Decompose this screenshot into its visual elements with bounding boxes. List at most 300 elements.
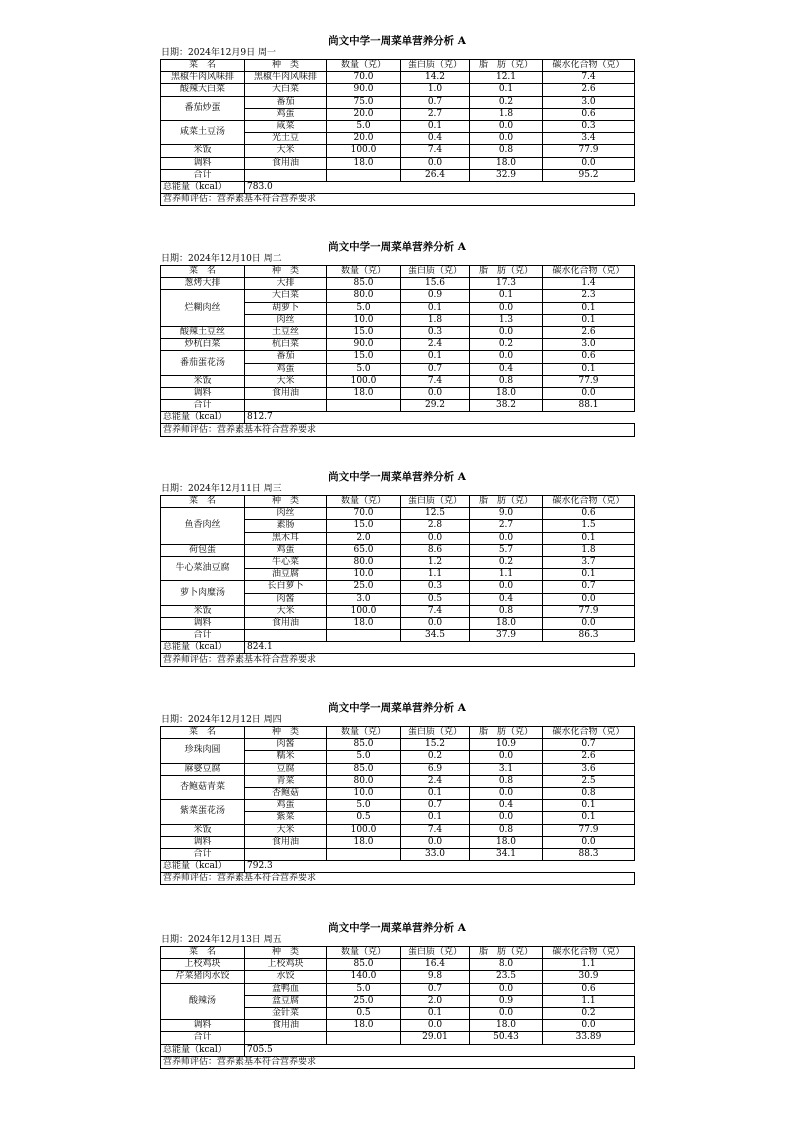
carb-cell: 1.5	[543, 520, 635, 532]
total-value: 34.5	[401, 630, 470, 642]
fat-cell: 0.2	[470, 96, 543, 108]
protein-cell: 0.1	[401, 302, 470, 314]
table-row	[161, 145, 635, 157]
carb-cell: 0.0	[543, 836, 635, 848]
quantity-cell: 10.0	[327, 569, 401, 581]
carb-cell: 3.6	[543, 763, 635, 775]
fat-cell: 0.8	[470, 375, 543, 387]
protein-cell: 0.0	[401, 532, 470, 544]
fat-cell: 0.0	[470, 302, 543, 314]
table-row	[161, 800, 635, 812]
energy-label: 总能量（kcal）	[161, 861, 245, 873]
quantity-cell: 10.0	[327, 314, 401, 326]
carb-cell: 77.9	[543, 605, 635, 617]
dish-name: 麻婆豆腐	[161, 763, 245, 775]
carb-cell: 0.6	[543, 983, 635, 995]
ingredient-name: 土豆丝	[245, 326, 327, 338]
table-row	[161, 351, 635, 363]
fat-cell: 18.0	[470, 1020, 543, 1032]
ingredient-name: 水饺	[245, 971, 327, 983]
fat-cell: 0.8	[470, 775, 543, 787]
carb-cell: 1.1	[543, 959, 635, 971]
empty-cell	[245, 400, 327, 412]
fat-cell: 0.0	[470, 812, 543, 824]
quantity-cell: 18.0	[327, 1020, 401, 1032]
fat-cell: 12.1	[470, 72, 543, 84]
total-row	[161, 630, 635, 642]
fat-cell: 18.0	[470, 157, 543, 169]
ingredient-name: 肉丝	[245, 314, 327, 326]
dish-name: 芹菜猪肉水饺	[161, 971, 245, 983]
column-header: 数量（克）	[327, 496, 401, 508]
carb-cell: 3.7	[543, 556, 635, 568]
dish-name: 调料	[161, 1020, 245, 1032]
nutritionist-evaluation: 营养师评估：营养素基本符合营养要求	[161, 194, 635, 206]
column-header: 蛋白质（克）	[401, 60, 470, 72]
fat-cell: 0.0	[470, 326, 543, 338]
ingredient-name: 鸡蛋	[245, 544, 327, 556]
quantity-cell: 5.0	[327, 363, 401, 375]
column-header: 碳水化合物（克）	[543, 496, 635, 508]
carb-cell: 77.9	[543, 145, 635, 157]
fat-cell: 0.0	[470, 351, 543, 363]
ingredient-name: 杏鲍菇	[245, 787, 327, 799]
fat-cell: 0.0	[470, 1007, 543, 1019]
column-header: 种 类	[245, 496, 327, 508]
quantity-cell: 80.0	[327, 290, 401, 302]
ingredient-name: 食用油	[245, 1020, 327, 1032]
dish-name: 调料	[161, 387, 245, 399]
day-section	[160, 34, 634, 206]
fat-cell: 0.1	[470, 290, 543, 302]
carb-cell: 1.1	[543, 995, 635, 1007]
protein-cell: 0.2	[401, 751, 470, 763]
carb-cell: 0.0	[543, 617, 635, 629]
nutritionist-evaluation: 营养师评估：营养素基本符合营养要求	[161, 654, 635, 666]
carb-cell: 3.0	[543, 96, 635, 108]
carb-cell: 0.7	[543, 581, 635, 593]
table-row	[161, 556, 635, 568]
ingredient-name: 大米	[245, 145, 327, 157]
carb-cell: 0.1	[543, 569, 635, 581]
quantity-cell: 2.0	[327, 532, 401, 544]
total-value: 33.0	[401, 848, 470, 860]
ingredient-name: 油豆腐	[245, 569, 327, 581]
protein-cell: 1.1	[401, 569, 470, 581]
protein-cell: 0.3	[401, 581, 470, 593]
menu-date: 日期：2024年12月10日 周二	[161, 254, 282, 264]
carb-cell: 2.6	[543, 84, 635, 96]
protein-cell: 0.0	[401, 387, 470, 399]
table-row	[161, 1020, 635, 1032]
ingredient-name: 番茄	[245, 351, 327, 363]
carb-cell: 0.1	[543, 302, 635, 314]
quantity-cell: 0.5	[327, 812, 401, 824]
quantity-cell: 5.0	[327, 120, 401, 132]
menu-title: 尚文中学一周菜单营养分析 A	[328, 922, 466, 934]
total-value: 95.2	[543, 169, 635, 181]
table-row	[161, 739, 635, 751]
protein-cell: 0.7	[401, 96, 470, 108]
ingredient-name: 咸菜	[245, 120, 327, 132]
dish-name: 烂糊肉丝	[161, 290, 245, 327]
total-label: 合计	[161, 848, 245, 860]
carb-cell: 0.6	[543, 508, 635, 520]
evaluation-row	[161, 194, 635, 206]
quantity-cell: 70.0	[327, 508, 401, 520]
energy-value: 705.5	[245, 1044, 635, 1056]
energy-value: 812.7	[245, 412, 635, 424]
quantity-cell: 100.0	[327, 375, 401, 387]
protein-cell: 2.7	[401, 108, 470, 120]
total-value: 32.9	[470, 169, 543, 181]
column-header: 菜 名	[161, 496, 245, 508]
ingredient-name: 肉丝	[245, 508, 327, 520]
protein-cell: 14.2	[401, 72, 470, 84]
protein-cell: 1.2	[401, 556, 470, 568]
protein-cell: 7.4	[401, 824, 470, 836]
total-value: 33.89	[543, 1032, 635, 1044]
table-row	[161, 96, 635, 108]
carb-cell: 0.1	[543, 800, 635, 812]
total-row	[161, 848, 635, 860]
dish-name: 调料	[161, 617, 245, 629]
column-header: 种 类	[245, 947, 327, 959]
ingredient-name: 素肠	[245, 520, 327, 532]
total-value: 29.2	[401, 400, 470, 412]
table-row	[161, 983, 635, 995]
ingredient-name: 大米	[245, 605, 327, 617]
carb-cell: 0.1	[543, 812, 635, 824]
protein-cell: 15.2	[401, 739, 470, 751]
dish-name: 酸辣土豆丝	[161, 326, 245, 338]
ingredient-name: 牛心菜	[245, 556, 327, 568]
ingredient-name: 肉酱	[245, 593, 327, 605]
empty-cell	[327, 400, 401, 412]
header-row	[161, 947, 635, 959]
total-label: 合计	[161, 630, 245, 642]
ingredient-name: 鸡蛋	[245, 363, 327, 375]
header-row	[161, 496, 635, 508]
dish-name: 葱烤大排	[161, 278, 245, 290]
carb-cell: 2.5	[543, 775, 635, 787]
empty-cell	[327, 848, 401, 860]
quantity-cell: 80.0	[327, 775, 401, 787]
protein-cell: 0.0	[401, 836, 470, 848]
dish-name: 上校鸡块	[161, 959, 245, 971]
quantity-cell: 0.5	[327, 1007, 401, 1019]
ingredient-name: 杭白菜	[245, 339, 327, 351]
empty-cell	[327, 169, 401, 181]
total-value: 29.01	[401, 1032, 470, 1044]
menu-title: 尚文中学一周菜单营养分析 A	[328, 241, 466, 253]
column-header: 蛋白质（克）	[401, 947, 470, 959]
carb-cell: 0.8	[543, 787, 635, 799]
nutrition-table	[160, 726, 635, 885]
energy-value: 783.0	[245, 181, 635, 193]
dish-name: 酸辣汤	[161, 983, 245, 1020]
total-label: 合计	[161, 169, 245, 181]
protein-cell: 2.0	[401, 995, 470, 1007]
dish-name: 调料	[161, 157, 245, 169]
protein-cell: 1.0	[401, 84, 470, 96]
header-row	[161, 266, 635, 278]
quantity-cell: 85.0	[327, 739, 401, 751]
table-row	[161, 375, 635, 387]
dish-name: 鱼香肉丝	[161, 508, 245, 545]
empty-cell	[245, 630, 327, 642]
fat-cell: 0.0	[470, 133, 543, 145]
table-row	[161, 605, 635, 617]
fat-cell: 0.1	[470, 84, 543, 96]
nutritionist-evaluation: 营养师评估：营养素基本符合营养要求	[161, 424, 635, 436]
table-row	[161, 836, 635, 848]
fat-cell: 23.5	[470, 971, 543, 983]
quantity-cell: 70.0	[327, 72, 401, 84]
fat-cell: 0.4	[470, 363, 543, 375]
ingredient-name: 盒鸭血	[245, 983, 327, 995]
ingredient-name: 鸡蛋	[245, 800, 327, 812]
dish-name: 酸辣大白菜	[161, 84, 245, 96]
ingredient-name: 黑椒牛肉风味排	[245, 72, 327, 84]
quantity-cell: 18.0	[327, 617, 401, 629]
fat-cell: 0.0	[470, 751, 543, 763]
protein-cell: 9.8	[401, 971, 470, 983]
quantity-cell: 80.0	[327, 556, 401, 568]
table-row	[161, 824, 635, 836]
table-row	[161, 775, 635, 787]
carb-cell: 1.4	[543, 278, 635, 290]
column-header: 碳水化合物（克）	[543, 947, 635, 959]
nutrition-table	[160, 265, 635, 437]
table-row	[161, 508, 635, 520]
ingredient-name: 青菜	[245, 775, 327, 787]
empty-cell	[327, 630, 401, 642]
table-row	[161, 157, 635, 169]
quantity-cell: 85.0	[327, 959, 401, 971]
column-header: 碳水化合物（克）	[543, 60, 635, 72]
column-header: 碳水化合物（克）	[543, 266, 635, 278]
column-header: 脂 肪（克）	[470, 496, 543, 508]
quantity-cell: 75.0	[327, 96, 401, 108]
protein-cell: 0.5	[401, 593, 470, 605]
table-row	[161, 544, 635, 556]
table-row	[161, 763, 635, 775]
protein-cell: 12.5	[401, 508, 470, 520]
evaluation-row	[161, 654, 635, 666]
total-value: 37.9	[470, 630, 543, 642]
protein-cell: 0.1	[401, 787, 470, 799]
quantity-cell: 20.0	[327, 108, 401, 120]
column-header: 种 类	[245, 60, 327, 72]
table-row	[161, 387, 635, 399]
quantity-cell: 5.0	[327, 751, 401, 763]
ingredient-name: 豆腐	[245, 763, 327, 775]
dish-name: 杏鲍菇青菜	[161, 775, 245, 799]
quantity-cell: 20.0	[327, 133, 401, 145]
fat-cell: 1.1	[470, 569, 543, 581]
ingredient-name: 光土豆	[245, 133, 327, 145]
nutrition-table	[160, 495, 635, 667]
quantity-cell: 85.0	[327, 763, 401, 775]
day-section	[160, 701, 634, 885]
protein-cell: 0.1	[401, 812, 470, 824]
carb-cell: 77.9	[543, 375, 635, 387]
table-row	[161, 959, 635, 971]
quantity-cell: 15.0	[327, 326, 401, 338]
protein-cell: 1.8	[401, 314, 470, 326]
fat-cell: 0.4	[470, 593, 543, 605]
carb-cell: 77.9	[543, 824, 635, 836]
ingredient-name: 大排	[245, 278, 327, 290]
dish-name: 珍珠肉圆	[161, 739, 245, 763]
dish-name: 番茄蛋花汤	[161, 351, 245, 375]
quantity-cell: 15.0	[327, 351, 401, 363]
dish-name: 荷包蛋	[161, 544, 245, 556]
fat-cell: 1.3	[470, 314, 543, 326]
dish-name: 米饭	[161, 605, 245, 617]
dish-name: 调料	[161, 836, 245, 848]
dish-name: 番茄炒蛋	[161, 96, 245, 120]
quantity-cell: 5.0	[327, 800, 401, 812]
column-header: 数量（克）	[327, 947, 401, 959]
menu-date: 日期：2024年12月9日 周一	[161, 48, 276, 58]
ingredient-name: 胡萝卜	[245, 302, 327, 314]
total-value: 86.3	[543, 630, 635, 642]
quantity-cell: 25.0	[327, 995, 401, 1007]
column-header: 菜 名	[161, 60, 245, 72]
fat-cell: 10.9	[470, 739, 543, 751]
fat-cell: 5.7	[470, 544, 543, 556]
ingredient-name: 大米	[245, 375, 327, 387]
protein-cell: 0.1	[401, 1007, 470, 1019]
column-header: 菜 名	[161, 266, 245, 278]
fat-cell: 0.0	[470, 787, 543, 799]
energy-row	[161, 642, 635, 654]
energy-label: 总能量（kcal）	[161, 181, 245, 193]
table-row	[161, 581, 635, 593]
column-header: 脂 肪（克）	[470, 727, 543, 739]
table-row	[161, 84, 635, 96]
table-row	[161, 290, 635, 302]
ingredient-name: 大白菜	[245, 290, 327, 302]
carb-cell: 0.0	[543, 387, 635, 399]
energy-row	[161, 861, 635, 873]
fat-cell: 18.0	[470, 387, 543, 399]
protein-cell: 0.0	[401, 1020, 470, 1032]
protein-cell: 8.6	[401, 544, 470, 556]
protein-cell: 0.1	[401, 120, 470, 132]
carb-cell: 7.4	[543, 72, 635, 84]
carb-cell: 2.3	[543, 290, 635, 302]
quantity-cell: 3.0	[327, 593, 401, 605]
quantity-cell: 65.0	[327, 544, 401, 556]
fat-cell: 8.0	[470, 959, 543, 971]
ingredient-name: 上校鸡块	[245, 959, 327, 971]
carb-cell: 30.9	[543, 971, 635, 983]
carb-cell: 0.2	[543, 1007, 635, 1019]
total-row	[161, 400, 635, 412]
fat-cell: 0.9	[470, 995, 543, 1007]
fat-cell: 1.8	[470, 108, 543, 120]
total-row	[161, 1032, 635, 1044]
quantity-cell: 15.0	[327, 520, 401, 532]
evaluation-row	[161, 424, 635, 436]
protein-cell: 6.9	[401, 763, 470, 775]
carb-cell: 2.6	[543, 326, 635, 338]
quantity-cell: 100.0	[327, 605, 401, 617]
protein-cell: 16.4	[401, 959, 470, 971]
quantity-cell: 100.0	[327, 145, 401, 157]
dish-name: 萝卜肉糜汤	[161, 581, 245, 605]
carb-cell: 3.4	[543, 133, 635, 145]
column-header: 蛋白质（克）	[401, 496, 470, 508]
table-row	[161, 971, 635, 983]
fat-cell: 0.0	[470, 983, 543, 995]
ingredient-name: 黑木耳	[245, 532, 327, 544]
column-header: 数量（克）	[327, 60, 401, 72]
protein-cell: 0.7	[401, 983, 470, 995]
ingredient-name: 长白萝卜	[245, 581, 327, 593]
ingredient-name: 食用油	[245, 387, 327, 399]
carb-cell: 0.1	[543, 314, 635, 326]
quantity-cell: 140.0	[327, 971, 401, 983]
ingredient-name: 大白菜	[245, 84, 327, 96]
fat-cell: 2.7	[470, 520, 543, 532]
protein-cell: 0.1	[401, 351, 470, 363]
ingredient-name: 番茄	[245, 96, 327, 108]
protein-cell: 7.4	[401, 375, 470, 387]
table-row	[161, 120, 635, 132]
quantity-cell: 85.0	[327, 278, 401, 290]
fat-cell: 18.0	[470, 617, 543, 629]
dish-name: 米饭	[161, 375, 245, 387]
menu-title: 尚文中学一周菜单营养分析 A	[328, 471, 466, 483]
carb-cell: 2.6	[543, 751, 635, 763]
dish-name: 米饭	[161, 145, 245, 157]
column-header: 数量（克）	[327, 266, 401, 278]
dish-name: 咸菜土豆汤	[161, 120, 245, 144]
dish-name: 黑椒牛肉风味排	[161, 72, 245, 84]
quantity-cell: 18.0	[327, 157, 401, 169]
quantity-cell: 90.0	[327, 84, 401, 96]
fat-cell: 0.8	[470, 145, 543, 157]
protein-cell: 15.6	[401, 278, 470, 290]
ingredient-name: 食用油	[245, 617, 327, 629]
protein-cell: 7.4	[401, 605, 470, 617]
ingredient-name: 盒豆腐	[245, 995, 327, 1007]
ingredient-name: 紫菜	[245, 812, 327, 824]
quantity-cell: 90.0	[327, 339, 401, 351]
fat-cell: 0.0	[470, 532, 543, 544]
protein-cell: 0.0	[401, 157, 470, 169]
column-header: 碳水化合物（克）	[543, 727, 635, 739]
menu-date: 日期：2024年12月13日 周五	[161, 935, 282, 945]
empty-cell	[327, 1032, 401, 1044]
dish-name: 牛心菜油豆腐	[161, 556, 245, 580]
protein-cell: 0.7	[401, 363, 470, 375]
menu-date: 日期：2024年12月11日 周三	[161, 484, 282, 494]
carb-cell: 0.3	[543, 120, 635, 132]
nutrition-table	[160, 946, 635, 1069]
nutritionist-evaluation: 营养师评估：营养素基本符合营养要求	[161, 873, 635, 885]
ingredient-name: 鸡蛋	[245, 108, 327, 120]
column-header: 种 类	[245, 266, 327, 278]
column-header: 数量（克）	[327, 727, 401, 739]
table-row	[161, 339, 635, 351]
carb-cell: 0.1	[543, 532, 635, 544]
total-value: 88.3	[543, 848, 635, 860]
